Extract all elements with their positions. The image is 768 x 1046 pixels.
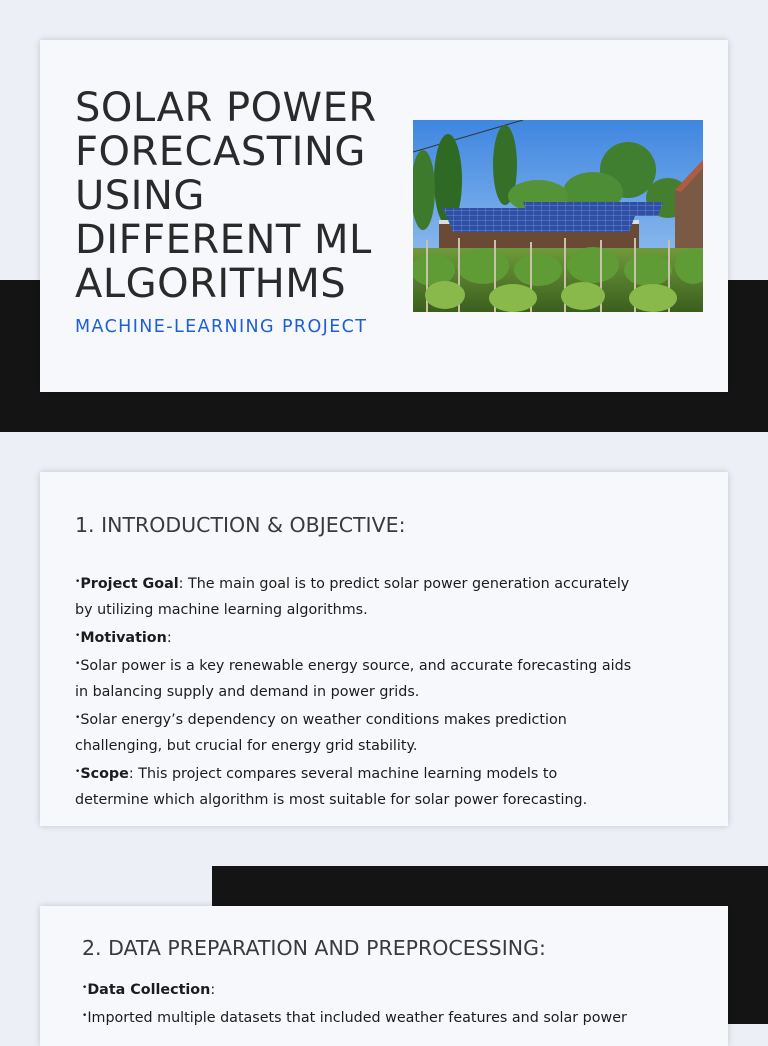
data-preparation-slide bbox=[40, 906, 728, 1046]
list-item bbox=[82, 975, 642, 1003]
introduction-slide bbox=[40, 472, 728, 826]
bullet-icon: • bbox=[75, 767, 81, 777]
bullet-icon: • bbox=[75, 631, 81, 641]
section-heading: 2. DATA PREPARATION AND PREPROCESSING: bbox=[82, 936, 546, 960]
item-text: Solar power is a key renewable energy source, and accurate forecasting aids in balancing supply and demand in power grids. bbox=[75, 658, 632, 700]
item-term: Scope bbox=[80, 766, 129, 782]
bullet-icon: • bbox=[75, 713, 81, 723]
introduction-body bbox=[75, 569, 635, 813]
bullet-icon: • bbox=[82, 1011, 88, 1021]
list-item bbox=[75, 623, 635, 651]
list-item bbox=[75, 651, 635, 705]
item-term: Motivation bbox=[80, 630, 167, 646]
section-heading: 1. INTRODUCTION & OBJECTIVE: bbox=[75, 513, 406, 537]
slide-subtitle: MACHINE-LEARNING PROJECT bbox=[75, 317, 368, 337]
item-text: Solar energy’s dependency on weather conditions makes prediction challenging, but crucial for energy grid stability. bbox=[75, 712, 567, 754]
bullet-icon: • bbox=[75, 659, 81, 669]
item-term: Project Goal bbox=[80, 576, 179, 592]
list-item bbox=[75, 705, 635, 759]
list-item bbox=[75, 759, 635, 813]
bullet-icon: • bbox=[82, 983, 88, 993]
bullet-icon: • bbox=[75, 577, 81, 587]
item-text: Imported multiple datasets that included weather features and solar power bbox=[87, 1010, 627, 1026]
solar-farm-illustration bbox=[413, 120, 703, 312]
item-text: : bbox=[166, 630, 172, 646]
solar-panel-farm-photo bbox=[413, 120, 703, 312]
list-item bbox=[75, 569, 635, 623]
slide-title: SOLAR POWER FORECASTING USING DIFFERENT ML ALGORITHMS bbox=[75, 85, 377, 307]
data-preparation-body bbox=[82, 975, 642, 1031]
item-text: : The main goal is to predict solar power generation accurately by utilizing machine learning algorithms. bbox=[75, 576, 630, 618]
item-text: : This project compares several machine learning models to determine which algorithm is most suitable for solar power forecasting. bbox=[75, 766, 588, 808]
item-text: : bbox=[210, 982, 216, 998]
item-term: Data Collection bbox=[87, 982, 211, 998]
list-item bbox=[82, 1003, 642, 1031]
title-slide bbox=[40, 40, 728, 392]
